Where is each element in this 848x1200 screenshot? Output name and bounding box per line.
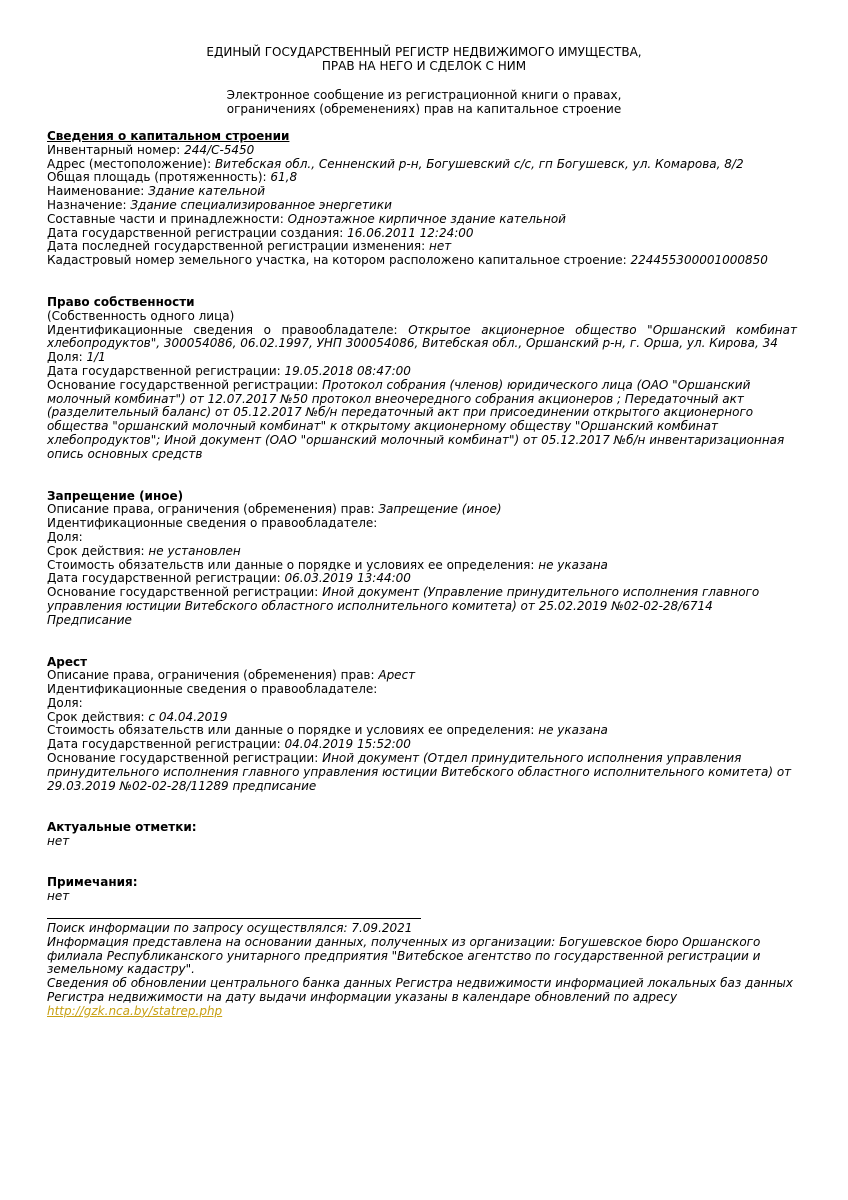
- ownership-basis-label: Основание государственной регистрации:: [47, 377, 323, 392]
- name-row: [47, 185, 797, 199]
- name-value: Здание кательной: [148, 184, 265, 199]
- header-title-line-1: ЕДИНЫЙ ГОСУДАРСТВЕННЫЙ РЕГИСТР НЕДВИЖИМОГО ИМУЩЕСТВА,: [206, 45, 642, 59]
- ban-cost-label: Стоимость обязательств или данные о порядке и условиях ее определения:: [47, 557, 539, 572]
- cadastral-value: 224455300001000850: [630, 253, 768, 268]
- notes-section: [47, 876, 797, 904]
- arrest-term-value: с 04.04.2019: [148, 709, 228, 724]
- spacer: [47, 268, 797, 296]
- address-label: Адрес (местоположение):: [47, 156, 215, 171]
- footer-updates: Сведения об обновлении центрального банка данных Регистра недвижимости информацией локальных баз данных Регистра недвижимости на дату выдачи информации указаны в календаре обновлений по адресу: [47, 976, 793, 1004]
- ban-reg-date-value: 06.03.2019 13:44:00: [284, 571, 411, 586]
- arrest-basis-value: Иной документ (Отдел принудительного исполнения управления принудительного исполнения главного управления юстиции Витебского областного исполнительного комитета) от 29.03.2019 №02-02-28/11289 предписание: [47, 751, 792, 793]
- ownership-holder-label: Идентификационные сведения о правообладателе:: [47, 322, 409, 337]
- notes-section-title: Примечания:: [47, 875, 138, 890]
- ban-desc-value: Запрещение (иное): [378, 502, 502, 517]
- area-row: [47, 171, 797, 185]
- ban-share-label: Доля:: [47, 529, 83, 544]
- marks-section-title: Актуальные отметки:: [47, 820, 197, 835]
- header-title-line-2: ПРАВ НА НЕГО И СДЕЛОК С НИМ: [321, 58, 527, 73]
- ownership-share-row: [47, 351, 797, 365]
- area-value: 61,8: [270, 170, 298, 185]
- document-header: [0, 46, 848, 74]
- footer-statrep-link[interactable]: http://gzk.nca.by/statrep.php: [47, 1003, 223, 1018]
- address-row: [47, 158, 797, 172]
- ban-basis-value: Иной документ (Управление принудительного исполнения главного управления юстиции Витебского областного исполнительного комитета) от 25.02.2019 №02-02-28/6714 Предписание: [47, 585, 760, 627]
- parts-row: [47, 213, 797, 227]
- ownership-share-value: 1/1: [86, 350, 106, 365]
- document-footer: [47, 922, 797, 1019]
- purpose-row: [47, 199, 797, 213]
- address-value: Витебская обл., Сенненский р-н, Богушевский с/с, гп Богушевск, ул. Комарова, 8/2: [214, 156, 744, 171]
- inventory-number-value: 244/C-5450: [184, 142, 255, 157]
- arrest-section: [47, 656, 797, 794]
- spacer: [47, 849, 797, 876]
- ownership-basis-row: [47, 379, 797, 462]
- arrest-reg-date-row: [47, 738, 797, 752]
- ownership-section-title: Право собственности: [47, 294, 195, 309]
- ban-cost-value: не указана: [538, 557, 608, 572]
- ownership-share-label: Доля:: [47, 350, 87, 365]
- arrest-basis-label: Основание государственной регистрации:: [47, 751, 323, 766]
- arrest-holder-label: Идентификационные сведения о правообладателе:: [47, 682, 378, 697]
- arrest-basis-row: [47, 752, 797, 793]
- document-subheader: [0, 89, 848, 117]
- arrest-share-label: Доля:: [47, 695, 83, 710]
- arrest-desc-row: [47, 669, 797, 683]
- marks-value: нет: [47, 834, 70, 849]
- arrest-desc-label: Описание права, ограничения (обременения) прав:: [47, 668, 379, 683]
- footer-search-date: Поиск информации по запросу осуществлялся: 7.09.2021: [47, 921, 413, 935]
- footer-source: Информация представлена на основании данных, полученных из организации: Богушевское бюро Оршанского филиала Республиканского унитарного предприятия "Витебское агентство по государственной регистрации и земельному кадастру".: [47, 934, 761, 977]
- marks-section: [47, 821, 797, 849]
- spacer: [47, 628, 797, 656]
- notes-value: нет: [47, 888, 70, 903]
- created-date-label: Дата государственной регистрации создания:: [47, 225, 348, 240]
- name-label: Наименование:: [47, 184, 149, 199]
- cadastral-row: [47, 254, 797, 268]
- purpose-value: Здание специализированное энергетики: [130, 197, 392, 212]
- ban-cost-row: [47, 559, 797, 573]
- inventory-number-row: [47, 144, 797, 158]
- area-label: Общая площадь (протяженность):: [47, 170, 271, 185]
- document-content: [47, 130, 797, 904]
- arrest-section-title: Арест: [47, 654, 88, 669]
- footer-divider: [47, 918, 421, 919]
- parts-value: Одноэтажное кирпичное здание кательной: [287, 211, 566, 226]
- subheader-line-1: Электронное сообщение из регистрационной книги о правах,: [226, 88, 622, 102]
- ownership-holder-row: [47, 324, 797, 352]
- changed-date-value: нет: [428, 239, 452, 254]
- parts-label: Составные части и принадлежности:: [47, 211, 288, 226]
- spacer: [47, 793, 797, 821]
- ownership-reg-date-label: Дата государственной регистрации:: [47, 363, 285, 378]
- spacer: [47, 462, 797, 490]
- ownership-basis-value: Протокол собрания (членов) юридического лица (ОАО "Оршанский молочный комбинат") от 12.07.2017 №50 протокол внеочередного собрания акционеров ; Передаточный акт (разделительный баланс) от 05.12.2017 №б/н передаточный акт при присоединении открытого акционерного общества "оршанский молочный комбинат" к открытому акционерному обществу "Оршанский комбинат хлебопродуктов"; Иной документ (ОАО "оршанский молочный комбинат") от 05.12.2017 №б/н инвентаризационная опись основных средств: [47, 377, 785, 461]
- ownership-type: (Собственность одного лица): [47, 308, 235, 323]
- arrest-term-label: Срок действия:: [47, 709, 149, 724]
- ownership-reg-date-value: 19.05.2018 08:47:00: [284, 363, 411, 378]
- created-date-value: 16.06.2011 12:24:00: [347, 225, 474, 240]
- ban-term-value: не установлен: [148, 543, 241, 558]
- ban-reg-date-row: [47, 572, 797, 586]
- ownership-holder-value: Открытое акционерное общество "Оршанский комбинат хлебопродуктов", 300054086, 06.02.1997, УНП 300054086, Витебская обл., Оршанский р-н, г. Орша, ул. Кирова, 34: [47, 322, 797, 351]
- changed-date-row: [47, 240, 797, 254]
- ban-basis-row: [47, 586, 797, 627]
- subheader-line-2: ограничениях (обременениях) прав на капитальное строение: [226, 101, 622, 116]
- ban-basis-label: Основание государственной регистрации:: [47, 585, 323, 600]
- arrest-reg-date-value: 04.04.2019 15:52:00: [284, 737, 411, 752]
- arrest-term-row: [47, 711, 797, 725]
- building-section: [47, 130, 797, 268]
- ban-desc-row: [47, 503, 797, 517]
- arrest-desc-value: Арест: [378, 668, 416, 683]
- arrest-reg-date-label: Дата государственной регистрации:: [47, 737, 285, 752]
- arrest-cost-value: не указана: [538, 723, 608, 738]
- inventory-number-label: Инвентарный номер:: [47, 142, 185, 157]
- ownership-section: [47, 296, 797, 462]
- ban-term-row: [47, 545, 797, 559]
- arrest-cost-label: Стоимость обязательств или данные о порядке и условиях ее определения:: [47, 723, 539, 738]
- ownership-reg-date-row: [47, 365, 797, 379]
- ban-reg-date-label: Дата государственной регистрации:: [47, 571, 285, 586]
- changed-date-label: Дата последней государственной регистрации изменения:: [47, 239, 429, 254]
- created-date-row: [47, 227, 797, 241]
- cadastral-label: Кадастровый номер земельного участка, на котором расположено капитальное строение:: [47, 253, 631, 268]
- ban-section: [47, 490, 797, 628]
- building-section-title: Сведения о капитальном строении: [47, 129, 290, 143]
- ban-term-label: Срок действия:: [47, 543, 149, 558]
- ban-holder-label: Идентификационные сведения о правообладателе:: [47, 516, 378, 531]
- ban-desc-label: Описание права, ограничения (обременения) прав:: [47, 502, 379, 517]
- arrest-cost-row: [47, 724, 797, 738]
- purpose-label: Назначение:: [47, 197, 131, 212]
- ban-section-title: Запрещение (иное): [47, 488, 184, 503]
